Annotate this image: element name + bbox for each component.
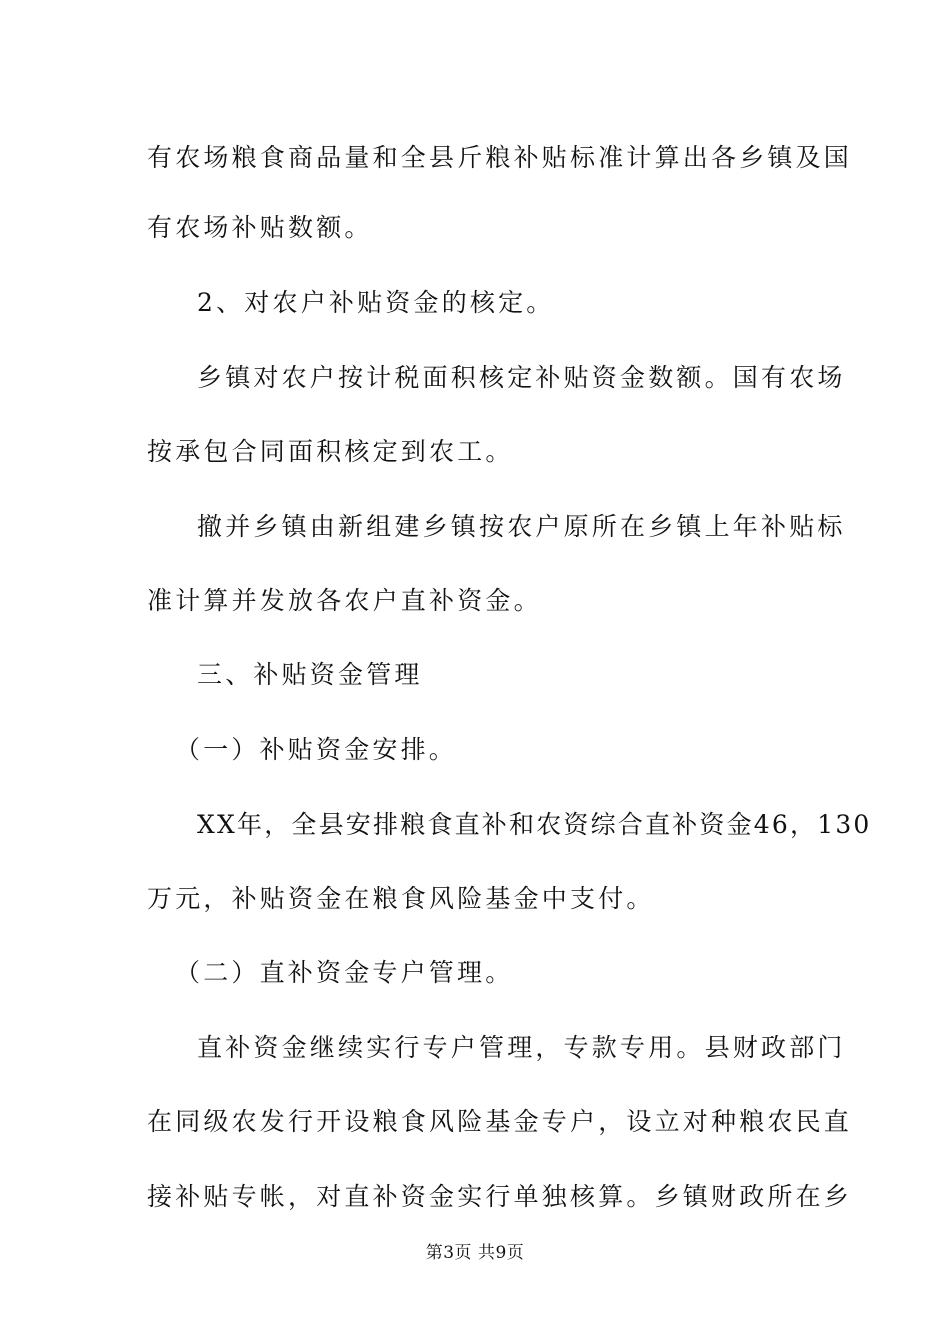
body-text-line: 万元，补贴资金在粮食风险基金中支付。 xyxy=(147,884,655,913)
subsection-heading: （一）补贴资金安排。 xyxy=(175,735,458,764)
body-text-line: 接补贴专帐，对直补资金实行单独核算。乡镇财政所在乡 xyxy=(147,1182,853,1211)
body-text-line: 有农场补贴数额。 xyxy=(147,213,373,242)
body-text-line: 按承包合同面积核定到农工。 xyxy=(147,437,514,466)
body-text-line: 直补资金继续实行专户管理，专款专用。县财政部门 xyxy=(197,1033,846,1062)
body-text-line: 有农场粮食商品量和全县斤粮补贴标准计算出各乡镇及国 xyxy=(147,143,853,172)
section-heading: 三、补贴资金管理 xyxy=(197,660,423,689)
section-heading: 2、对农户补贴资金的核定。 xyxy=(197,288,555,317)
subsection-heading: （二）直补资金专户管理。 xyxy=(175,958,514,987)
body-text-line: 乡镇对农户按计税面积核定补贴资金数额。国有农场 xyxy=(197,363,846,392)
page-number-footer: 第3页 共9页 xyxy=(425,1243,525,1263)
body-text-line: 准计算并发放各农户直补资金。 xyxy=(147,586,542,615)
body-text-line: XX年，全县安排粮食直补和农资综合直补资金46，130 xyxy=(197,810,872,839)
body-text-line: 撤并乡镇由新组建乡镇按农户原所在乡镇上年补贴标 xyxy=(197,512,846,541)
body-text-line: 在同级农发行开设粮食风险基金专户，设立对种粮农民直 xyxy=(147,1107,853,1136)
